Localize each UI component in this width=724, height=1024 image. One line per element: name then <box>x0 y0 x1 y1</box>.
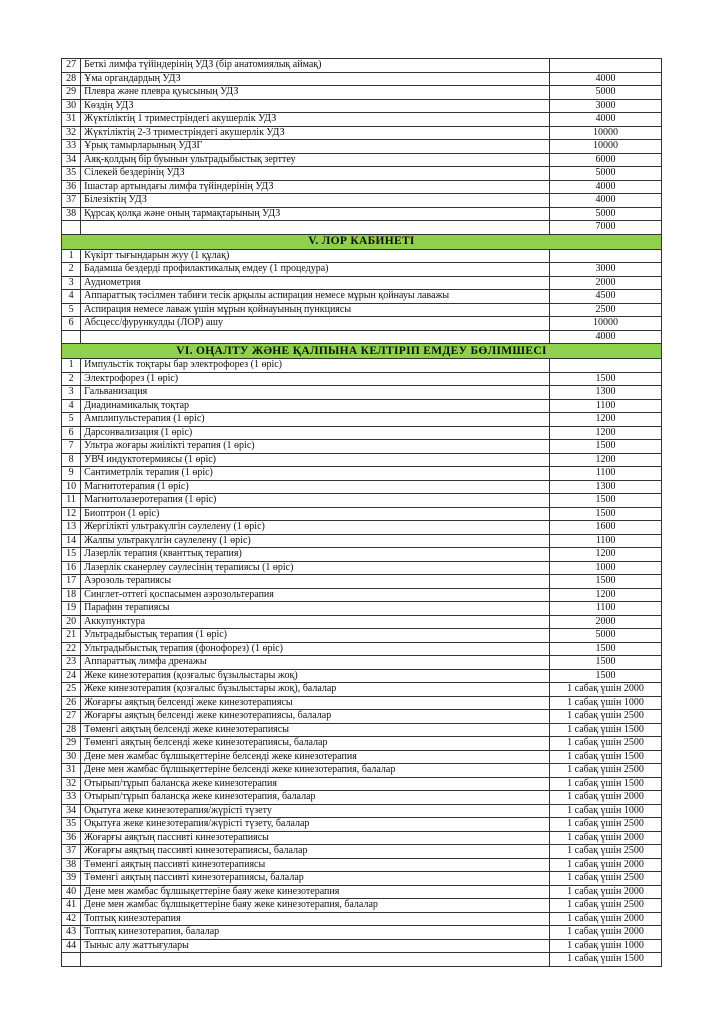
table-row <box>62 221 662 235</box>
service-price: 2500 <box>550 303 662 317</box>
service-name: Дарсонвализация (1 өріс) <box>81 426 550 440</box>
service-name: Абсцесс/фурункулды (ЛОР) ашу <box>81 317 550 331</box>
table-row <box>62 426 662 440</box>
table-row <box>62 764 662 778</box>
row-number: 29 <box>62 737 81 751</box>
service-price: 5000 <box>550 86 662 100</box>
row-number: 17 <box>62 575 81 589</box>
price-table <box>61 58 662 967</box>
service-price: 1200 <box>550 413 662 427</box>
service-name: Дене мен жамбас бұлшықеттеріне баяу жеке кинезотерапия <box>81 885 550 899</box>
service-name: Аппараттық тәсілмен табиғи тесік арқылы аспирация немесе мұрын қойнауы лаважы <box>81 290 550 304</box>
service-price: 1 сабақ үшін 1500 <box>550 777 662 791</box>
table-row <box>62 276 662 290</box>
row-number: 1 <box>62 249 81 263</box>
row-number: 23 <box>62 656 81 670</box>
table-row <box>62 710 662 724</box>
row-number: 9 <box>62 467 81 481</box>
service-price: 1500 <box>550 507 662 521</box>
service-price: 10000 <box>550 126 662 140</box>
service-price: 1 сабақ үшін 2000 <box>550 912 662 926</box>
row-number: 39 <box>62 872 81 886</box>
service-name: Плевра және плевра қуысының УДЗ <box>81 86 550 100</box>
table-row <box>62 126 662 140</box>
row-number: 36 <box>62 831 81 845</box>
row-number: 32 <box>62 126 81 140</box>
service-price: 5000 <box>550 629 662 643</box>
service-price: 1600 <box>550 521 662 535</box>
table-row <box>62 548 662 562</box>
service-price: 1 сабақ үшін 2000 <box>550 791 662 805</box>
service-name: Жалпы ультракүлгін сәулелену (1 өріс) <box>81 534 550 548</box>
service-price: 1 сабақ үшін 2500 <box>550 899 662 913</box>
service-name: Жүктіліктің 1 триместріндегі акушерлік УДЗ <box>81 113 550 127</box>
service-price: 4000 <box>550 72 662 86</box>
service-name: Тыныс алу жаттығулары <box>81 939 550 953</box>
table-row <box>62 480 662 494</box>
row-number: 6 <box>62 426 81 440</box>
row-number: 38 <box>62 858 81 872</box>
service-price: 4000 <box>550 180 662 194</box>
row-number: 43 <box>62 926 81 940</box>
table-row <box>62 750 662 764</box>
row-number: 18 <box>62 588 81 602</box>
row-number: 24 <box>62 669 81 683</box>
table-row <box>62 561 662 575</box>
service-price: 1 сабақ үшін 2500 <box>550 845 662 859</box>
section-title: VI. ОҢАЛТУ ЖӘНЕ ҚАЛПЫНА КЕЛТІРІП ЕМДЕУ БӨЛІМШЕСІ <box>62 344 662 359</box>
service-price: 10000 <box>550 317 662 331</box>
service-price: 1 сабақ үшін 2500 <box>550 764 662 778</box>
row-number: 27 <box>62 710 81 724</box>
service-name: Ұма органдардың УДЗ <box>81 72 550 86</box>
service-price: 1 сабақ үшін 2500 <box>550 737 662 751</box>
row-number: 10 <box>62 480 81 494</box>
service-name: Ультрадыбыстық терапия (1 өріс) <box>81 629 550 643</box>
row-number: 12 <box>62 507 81 521</box>
service-price: 1 сабақ үшін 1000 <box>550 696 662 710</box>
service-price: 1200 <box>550 548 662 562</box>
service-name <box>81 953 550 967</box>
service-price: 6000 <box>550 153 662 167</box>
service-price: 4000 <box>550 194 662 208</box>
service-name: Көздің УДЗ <box>81 99 550 113</box>
service-price: 1500 <box>550 494 662 508</box>
service-name: Ультрадыбыстық терапия (фонофорез) (1 өріс) <box>81 642 550 656</box>
table-row <box>62 86 662 100</box>
table-row <box>62 303 662 317</box>
service-name: Ішастар артындағы лимфа түйіндерінің УДЗ <box>81 180 550 194</box>
service-name: Аспирация немесе лаваж үшін мұрын қойнауының пункциясы <box>81 303 550 317</box>
service-name: Сантиметрлік терапия (1 өріс) <box>81 467 550 481</box>
row-number: 35 <box>62 818 81 832</box>
service-name: Топтық кинезотерапия, балалар <box>81 926 550 940</box>
table-row <box>62 386 662 400</box>
service-name: Ультра жоғары жиілікті терапия (1 өріс) <box>81 440 550 454</box>
table-row <box>62 615 662 629</box>
service-name: Жоғарғы аяқтың пассивті кинезотерапиясы <box>81 831 550 845</box>
service-name: Дене мен жамбас бұлшықеттеріне баяу жеке кинезотерапия, балалар <box>81 899 550 913</box>
service-price: 1 сабақ үшін 2000 <box>550 683 662 697</box>
price-list-document <box>61 58 662 967</box>
table-row <box>62 194 662 208</box>
service-price: 1500 <box>550 575 662 589</box>
service-name: Парафин терапиясы <box>81 602 550 616</box>
service-price: 1500 <box>550 440 662 454</box>
row-number: 36 <box>62 180 81 194</box>
row-number: 41 <box>62 899 81 913</box>
service-price: 5000 <box>550 167 662 181</box>
table-row <box>62 696 662 710</box>
service-name: Импульстік тоқтары бар электрофорез (1 өріс) <box>81 359 550 373</box>
table-row <box>62 791 662 805</box>
service-price: 1 сабақ үшін 2500 <box>550 872 662 886</box>
table-row <box>62 372 662 386</box>
service-price: 3000 <box>550 99 662 113</box>
row-number: 34 <box>62 153 81 167</box>
service-price: 1 сабақ үшін 1000 <box>550 939 662 953</box>
row-number: 30 <box>62 750 81 764</box>
section-title: V. ЛОР КАБИНЕТІ <box>62 234 662 249</box>
row-number: 20 <box>62 615 81 629</box>
row-number: 31 <box>62 764 81 778</box>
row-number: 4 <box>62 290 81 304</box>
service-price: 5000 <box>550 207 662 221</box>
service-name: Жоғарғы аяқтың белсенді жеке кинезотерапиясы, балалар <box>81 710 550 724</box>
table-row <box>62 899 662 913</box>
service-price: 1500 <box>550 642 662 656</box>
service-name: Лазерлік сканерлеу сәулесінің терапиясы (1 өріс) <box>81 561 550 575</box>
service-price: 10000 <box>550 140 662 154</box>
row-number: 35 <box>62 167 81 181</box>
row-number: 37 <box>62 194 81 208</box>
table-row <box>62 575 662 589</box>
table-row <box>62 399 662 413</box>
table-row <box>62 180 662 194</box>
service-name: Оқытуға жеке кинезотерапия/жүрісті түзету, балалар <box>81 818 550 832</box>
service-price: 1500 <box>550 669 662 683</box>
row-number: 15 <box>62 548 81 562</box>
row-number: 6 <box>62 317 81 331</box>
service-name: Төменгі аяқтың пассивті кинезотерапиясы, балалар <box>81 872 550 886</box>
service-price: 1000 <box>550 561 662 575</box>
table-row <box>62 804 662 818</box>
table-row <box>62 521 662 535</box>
service-name: Магнитотерапия (1 өріс) <box>81 480 550 494</box>
service-price: 1500 <box>550 372 662 386</box>
row-number: 4 <box>62 399 81 413</box>
row-number: 38 <box>62 207 81 221</box>
row-number: 14 <box>62 534 81 548</box>
service-name: Сілекей бездерінің УДЗ <box>81 167 550 181</box>
row-number: 25 <box>62 683 81 697</box>
service-price: 1 сабақ үшін 2000 <box>550 858 662 872</box>
service-name <box>81 221 550 235</box>
row-number: 5 <box>62 303 81 317</box>
table-row <box>62 99 662 113</box>
row-number: 2 <box>62 263 81 277</box>
service-name: Дене мен жамбас бұлшықеттеріне белсенді жеке кинезотерапия <box>81 750 550 764</box>
row-number: 30 <box>62 99 81 113</box>
service-price: 1300 <box>550 386 662 400</box>
service-name: Аудиометрия <box>81 276 550 290</box>
table-row <box>62 167 662 181</box>
service-price: 1 сабақ үшін 1500 <box>550 723 662 737</box>
service-name: Биоптрон (1 өріс) <box>81 507 550 521</box>
table-row <box>62 207 662 221</box>
service-name: Жүктіліктің 2-3 триместріндегі акушерлік УДЗ <box>81 126 550 140</box>
row-number: 2 <box>62 372 81 386</box>
service-price: 1100 <box>550 534 662 548</box>
table-row <box>62 507 662 521</box>
table-row <box>62 413 662 427</box>
service-price: 7000 <box>550 221 662 235</box>
table-row <box>62 912 662 926</box>
table-row <box>62 818 662 832</box>
service-price: 1 сабақ үшін 1500 <box>550 750 662 764</box>
row-number: 44 <box>62 939 81 953</box>
row-number: 22 <box>62 642 81 656</box>
table-row <box>62 656 662 670</box>
table-row <box>62 249 662 263</box>
service-price: 1100 <box>550 602 662 616</box>
table-row <box>62 72 662 86</box>
table-row <box>62 683 662 697</box>
service-name: УВЧ индуктотермиясы (1 өріс) <box>81 453 550 467</box>
table-row <box>62 723 662 737</box>
service-name: Аппараттық лимфа дренажы <box>81 656 550 670</box>
row-number: 28 <box>62 72 81 86</box>
service-name: Жергілікті ультракүлгін сәулелену (1 өріс) <box>81 521 550 535</box>
table-row <box>62 59 662 73</box>
service-price: 1100 <box>550 399 662 413</box>
service-price: 4000 <box>550 330 662 344</box>
service-name: Гальванизация <box>81 386 550 400</box>
service-name: Аккупунктура <box>81 615 550 629</box>
table-row <box>62 602 662 616</box>
service-name: Төменгі аяқтың белсенді жеке кинезотерапиясы, балалар <box>81 737 550 751</box>
service-price: 1 сабақ үшін 2500 <box>550 818 662 832</box>
service-name: Білезіктің УДЗ <box>81 194 550 208</box>
service-price: 4500 <box>550 290 662 304</box>
row-number: 7 <box>62 440 81 454</box>
table-row <box>62 737 662 751</box>
section-header-rehab <box>62 344 662 359</box>
service-name: Бадамша бездерді профилактикалық емдеу (1 процедура) <box>81 263 550 277</box>
row-number: 42 <box>62 912 81 926</box>
service-name: Жеке кинезотерапия (қозғалыс бұзылыстары жоқ) <box>81 669 550 683</box>
row-number: 32 <box>62 777 81 791</box>
service-name: Төменгі аяқтың пассивті кинезотерапиясы <box>81 858 550 872</box>
service-price <box>550 359 662 373</box>
table-row <box>62 845 662 859</box>
service-name: Оқытуға жеке кинезотерапия/жүрісті түзету <box>81 804 550 818</box>
service-name: Төменгі аяқтың белсенді жеке кинезотерапиясы <box>81 723 550 737</box>
service-price <box>550 249 662 263</box>
row-number: 19 <box>62 602 81 616</box>
table-row <box>62 467 662 481</box>
row-number <box>62 953 81 967</box>
table-row <box>62 494 662 508</box>
row-number: 11 <box>62 494 81 508</box>
service-price <box>550 59 662 73</box>
service-name: Аэрозоль терапиясы <box>81 575 550 589</box>
row-number: 13 <box>62 521 81 535</box>
table-row <box>62 953 662 967</box>
table-row <box>62 939 662 953</box>
table-row <box>62 140 662 154</box>
row-number: 26 <box>62 696 81 710</box>
section-header-lor <box>62 234 662 249</box>
service-name: Жоғарғы аяқтың пассивті кинезотерапиясы, балалар <box>81 845 550 859</box>
table-row <box>62 453 662 467</box>
service-name: Топтық кинезотерапия <box>81 912 550 926</box>
table-row <box>62 831 662 845</box>
service-name: Ұрық тамырларының УДЗГ <box>81 140 550 154</box>
service-name: Амплипульстерапия (1 өріс) <box>81 413 550 427</box>
table-row <box>62 290 662 304</box>
service-price: 1200 <box>550 588 662 602</box>
service-price: 2000 <box>550 615 662 629</box>
table-row <box>62 534 662 548</box>
row-number: 31 <box>62 113 81 127</box>
row-number: 8 <box>62 453 81 467</box>
table-row <box>62 872 662 886</box>
service-name: Магнитолазеротерапия (1 өріс) <box>81 494 550 508</box>
row-number: 27 <box>62 59 81 73</box>
service-price: 1100 <box>550 467 662 481</box>
service-price: 2000 <box>550 276 662 290</box>
row-number: 5 <box>62 413 81 427</box>
service-price: 1 сабақ үшін 1500 <box>550 953 662 967</box>
table-row <box>62 113 662 127</box>
table-row <box>62 926 662 940</box>
service-name: Отырып/тұрып балансқа жеке кинезотерапия <box>81 777 550 791</box>
service-name: Құрсақ қолқа және оның тармақтарының УДЗ <box>81 207 550 221</box>
row-number: 3 <box>62 276 81 290</box>
table-row <box>62 153 662 167</box>
service-price: 1 сабақ үшін 1000 <box>550 804 662 818</box>
service-price: 1300 <box>550 480 662 494</box>
service-name: Электрофорез (1 өріс) <box>81 372 550 386</box>
service-price: 1500 <box>550 656 662 670</box>
service-name: Аяқ-қолдың бір буынын ультрадыбыстық зерттеу <box>81 153 550 167</box>
row-number: 33 <box>62 791 81 805</box>
service-price: 1 сабақ үшін 2000 <box>550 926 662 940</box>
service-name <box>81 330 550 344</box>
table-row <box>62 642 662 656</box>
service-price: 1200 <box>550 453 662 467</box>
row-number <box>62 330 81 344</box>
row-number: 40 <box>62 885 81 899</box>
service-price: 1 сабақ үшін 2000 <box>550 831 662 845</box>
table-row <box>62 777 662 791</box>
row-number: 34 <box>62 804 81 818</box>
service-price: 1 сабақ үшін 2000 <box>550 885 662 899</box>
service-name: Дене мен жамбас бұлшықеттеріне белсенді жеке кинезотерапия, балалар <box>81 764 550 778</box>
table-row <box>62 669 662 683</box>
service-name: Жеке кинезотерапия (қозғалыс бұзылыстары жоқ), балалар <box>81 683 550 697</box>
row-number: 16 <box>62 561 81 575</box>
table-row <box>62 317 662 331</box>
table-row <box>62 330 662 344</box>
row-number: 28 <box>62 723 81 737</box>
service-price: 3000 <box>550 263 662 277</box>
service-name: Диадинамикалық тоқтар <box>81 399 550 413</box>
service-name: Жоғарғы аяқтың белсенді жеке кинезотерапиясы <box>81 696 550 710</box>
service-name: Отырып/тұрып балансқа жеке кинезотерапия, балалар <box>81 791 550 805</box>
table-row <box>62 858 662 872</box>
row-number: 1 <box>62 359 81 373</box>
table-row <box>62 629 662 643</box>
service-name: Беткі лимфа түйіндерінің УДЗ (бір анатомиялық аймақ) <box>81 59 550 73</box>
row-number: 21 <box>62 629 81 643</box>
table-row <box>62 588 662 602</box>
service-name: Күкірт тығындарын жуу (1 құлақ) <box>81 249 550 263</box>
row-number: 37 <box>62 845 81 859</box>
row-number: 29 <box>62 86 81 100</box>
table-row <box>62 263 662 277</box>
service-price: 1 сабақ үшін 2500 <box>550 710 662 724</box>
service-name: Лазерлік терапия (кванттық терапия) <box>81 548 550 562</box>
table-row <box>62 359 662 373</box>
service-name: Синглет-оттегі қоспасымен аэрозольтерапия <box>81 588 550 602</box>
row-number: 3 <box>62 386 81 400</box>
service-price: 1200 <box>550 426 662 440</box>
row-number <box>62 221 81 235</box>
service-price: 4000 <box>550 113 662 127</box>
table-row <box>62 885 662 899</box>
row-number: 33 <box>62 140 81 154</box>
table-row <box>62 440 662 454</box>
